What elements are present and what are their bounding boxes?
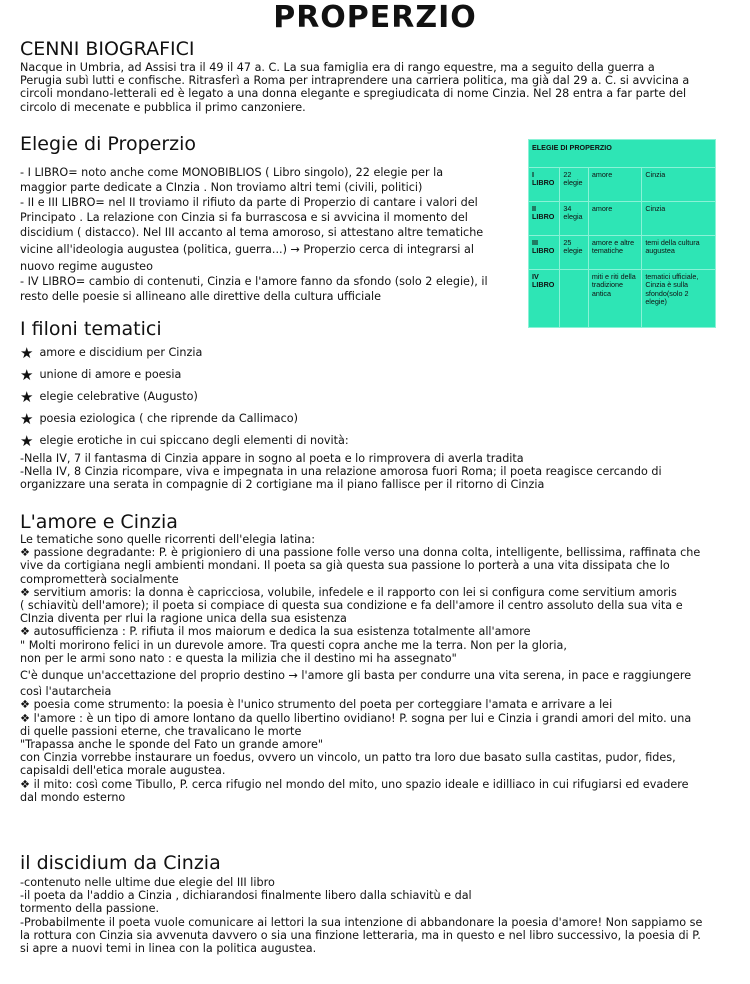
table-cell: 34 elegia — [560, 201, 588, 235]
section-heading-discidium: il discidium da Cinzia — [20, 852, 221, 874]
section-heading-amore: L'amore e Cinzia — [20, 511, 178, 533]
table-cell: miti e riti della tradizione antica — [588, 269, 641, 327]
table-row — [529, 235, 716, 269]
text-line: maggior parte dedicate a CInzia . Non troviamo altri temi (civili, politici) — [20, 181, 423, 194]
table-cell: tematici ufficiale, Cinzia è sulla sfondo(solo 2 elegie) — [642, 269, 716, 327]
list-item — [20, 408, 730, 430]
text-line: - II e III LIBRO= nel II troviamo il rifiuto da parte di Properzio di cantare i valori del — [20, 196, 478, 209]
text-line: ❖ servitium amoris: la donna è capricciosa, volubile, infedele e il rapporto con lei si configura come servitium amoris — [20, 585, 677, 599]
text-line: comprometterà socialmente — [20, 572, 179, 586]
text-line: - I LIBRO= noto anche come MONOBIBLIOS ( Libro singolo), 22 elegie per la — [20, 166, 444, 179]
filoni-list — [20, 342, 730, 452]
table-cell: I LIBRO — [529, 168, 560, 202]
text-line: la rottura con Cinzia sia avvenuta davvero o sia una finzione letteraria, ma in questo e nel libro successivo, la poesia di P. — [20, 928, 701, 942]
table-header: ELEGIE DI PROPERZIO — [529, 140, 716, 168]
table-cell: amore e altre tematiche — [588, 235, 641, 269]
text-line: Nacque in Umbria, ad Assisi tra il 49 il 47 a. C. La sua famiglia era di rango equestre, ma a seguito della guerra a — [20, 61, 655, 74]
text-line: vicine all'ideologia augustea (politica, guerra...) → Properzio cerca di integrarsi al — [20, 243, 474, 256]
section-body-elegie — [20, 165, 510, 304]
text-line: circoli mondano-letterali ed è legato a una donna elegante e spregiudicata di nome Cinzia. Nel 28 entra a far parte del — [20, 87, 687, 101]
list-item — [20, 386, 730, 408]
table-cell — [560, 269, 588, 327]
text-line: circolo di mecenate e pubblica il primo canzoniere. — [20, 100, 306, 114]
text-line: dal mondo esterno — [20, 790, 126, 804]
text-line: vive da cortigiana negli ambienti mondani. Il poeta sa già questa sua passione lo porterà a una vita dissipata che lo — [20, 559, 670, 573]
table-cell: 22 elegie — [560, 168, 588, 202]
table-cell: temi della cultura augustea — [642, 235, 716, 269]
text-line: -Probabilmente il poeta vuole comunicare ai lettori la sua intenzione di abbandonare la poesia d'amore! Non sappiamo se — [20, 915, 703, 929]
text-line: discidium ( distacco). Nel III accanto al tema amoroso, si attestano altre tematiche — [20, 226, 484, 239]
table-row — [529, 168, 716, 202]
text-line: -Nella IV, 7 il fantasma di Cinzia appare in sogno al poeta e lo rimprovera di averla tradita — [20, 452, 524, 465]
list-item — [20, 342, 730, 364]
list-item-label: amore e discidium per Cinzia — [39, 346, 203, 359]
text-line: nuovo regime augusteo — [20, 260, 153, 273]
table-cell: II LIBRO — [529, 201, 560, 235]
text-line: ❖ passione degradante: P. è prigioniero di una passione folle verso una donna colta, intelligente, bellissima, raffinata che — [20, 546, 701, 560]
text-line: così l'autarcheia — [20, 685, 112, 699]
text-line: CInzia diventa per rlui la ragione unica della sua esistenza — [20, 612, 347, 626]
star-icon: ★ — [20, 432, 34, 450]
list-item — [20, 364, 730, 386]
star-icon: ★ — [20, 388, 34, 406]
page-title: PROPERZIO — [273, 0, 477, 35]
table-cell: Cinzia — [642, 168, 716, 202]
text-line: " Molti morirono felici in un durevole amore. Tra questi copra anche me la terra. Non per la gloria, — [20, 638, 567, 652]
list-item-label: elegie celebrative (Augusto) — [39, 390, 198, 403]
table-cell: amore — [588, 201, 641, 235]
text-line: ❖ l'amore : è un tipo di amore lontano da quello libertino ovidiano! P. sogna per lui e Cinzia i grandi amori del mito. una — [20, 711, 692, 725]
text-line: ❖ il mito: così come Tibullo, P. cerca rifugio nel mondo del mito, uno spazio ideale e idilliaco in cui rifugiarsi ed evadere — [20, 777, 689, 791]
text-line: Perugia subì lutti e confische. Ritrasferì a Roma per intraprendere una carriera politica, ma già dal 29 a. C. si avvicina a — [20, 74, 690, 88]
section-heading-cenni: CENNI BIOGRAFICI — [20, 38, 195, 60]
text-line: C'è dunque un'accettazione del proprio destino → l'amore gli basta per condurre una vita serena, in pace e raggiungere — [20, 669, 692, 683]
list-item-label: unione di amore e poesia — [39, 368, 182, 381]
text-line: ❖ autosufficienza : P. rifiuta il mos maiorum e dedica la sua esistenza totalmente all'amore — [20, 625, 531, 639]
table-cell: amore — [588, 168, 641, 202]
text-line: Le tematiche sono quelle ricorrenti dell'elegia latina: — [20, 533, 315, 546]
table-cell: Cinzia — [642, 201, 716, 235]
text-line: Principato . La relazione con Cinzia si fa burrascosa e si avvicina il momento del — [20, 211, 468, 224]
section-heading-filoni: I filoni tematici — [20, 318, 162, 340]
table-cell: 25 elegie — [560, 235, 588, 269]
section-body-cenni — [20, 61, 725, 114]
text-line: resto delle poesie si allineano alle direttive della cultura ufficiale — [20, 290, 382, 303]
section-body-amore — [20, 533, 725, 804]
text-line: di quelle passioni eterne, che travalicano le morte — [20, 724, 302, 738]
star-icon: ★ — [20, 366, 34, 384]
text-line: "Trapassa anche le sponde del Fato un grande amore" — [20, 738, 323, 752]
text-line: - IV LIBRO= cambio di contenuti, Cinzia e l'amore fanno da sfondo (solo 2 elegie), il — [20, 275, 488, 288]
text-line: capisaldi dell'etica morale augustea. — [20, 764, 226, 778]
section-heading-elegie: Elegie di Properzio — [20, 133, 197, 155]
elegie-table — [528, 139, 716, 328]
filoni-notes — [20, 452, 725, 492]
list-item — [20, 430, 730, 452]
table-row — [529, 269, 716, 327]
text-line: tormento della passione. — [20, 902, 160, 916]
text-line: -il poeta da l'addio a Cinzia , dichiarandosi finalmente libero dalla schiavitù e dal — [20, 889, 472, 903]
text-line: non per le armi sono nato : e questa la milizia che il destino mi ha assegnato" — [20, 651, 457, 665]
text-line: -Nella IV, 8 Cinzia ricompare, viva e impegnata in una relazione amorosa fuori Roma; il poeta reagisce cercando di — [20, 465, 662, 479]
table-cell: IV LIBRO — [529, 269, 560, 327]
text-line: si apre a nuovi temi in linea con la politica augustea. — [20, 942, 317, 956]
list-item-label: elegie erotiche in cui spiccano degli elementi di novità: — [39, 434, 349, 447]
text-line: ( schiavitù dell'amore); il poeta si compiace di questa sua condizione e fa dell'amore il centro assoluto della sua vita e — [20, 599, 683, 613]
star-icon: ★ — [20, 410, 34, 428]
text-line: organizzare una serata in compagnie di 2 cortigiane ma il piano fallisce per il ritorno di Cinzia — [20, 478, 545, 492]
table-row — [529, 201, 716, 235]
star-icon: ★ — [20, 344, 34, 362]
table-cell: III LIBRO — [529, 235, 560, 269]
text-line: con Cinzia vorrebbe instaurare un foedus, ovvero un vincolo, un patto tra loro due basato sulla castitas, pudor, fides, — [20, 751, 676, 765]
text-line: ❖ poesia come strumento: la poesia è l'unico strumento del poeta per corteggiare l'amata e arrivare a lei — [20, 698, 613, 712]
list-item-label: poesia eziologica ( che riprende da Callimaco) — [39, 412, 298, 425]
section-body-discidium — [20, 876, 725, 955]
text-line: -contenuto nelle ultime due elegie del III libro — [20, 876, 275, 889]
